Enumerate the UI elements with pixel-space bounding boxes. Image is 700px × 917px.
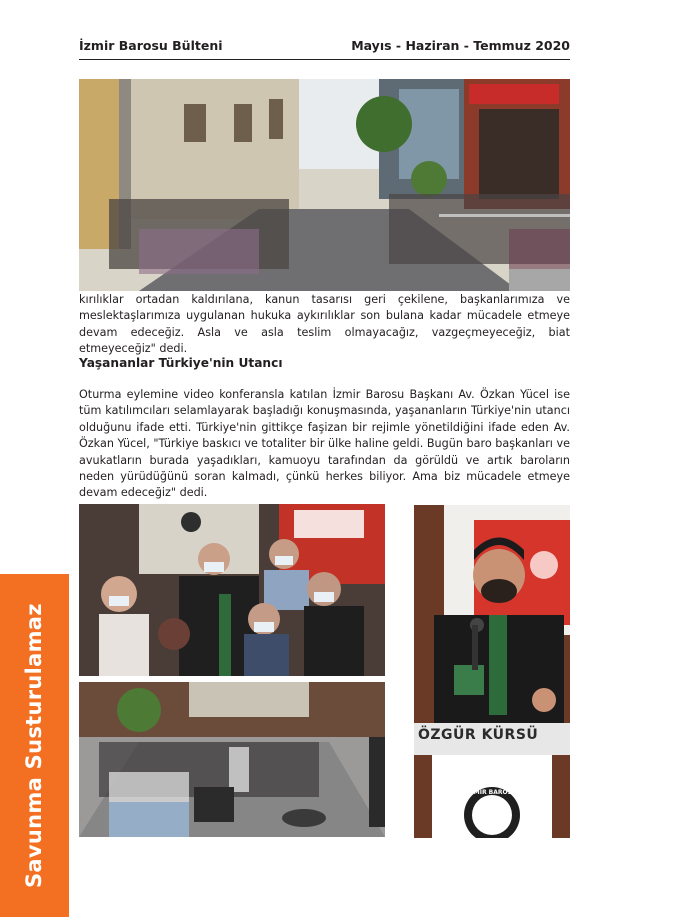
- issue-date: Mayıs - Haziran - Temmuz 2020: [351, 38, 570, 53]
- photo-street-sit-in: [79, 79, 570, 291]
- main-paragraph-text: Oturma eylemine video konferansla katılan İzmir Barosu Başkanı Av. Özkan Yücel ise tüm katılımcıları selamlayarak başladığı konuşmasında, yaşananların Türkiye'nin utancı olduğunu ifade etti. Türkiye'nin gittikçe faşizan bir rejimle yönetildiğini ifade eden Av. Özkan Yücel, "Türkiye baskıcı ve totaliter bir ülke haline geldi. Bugün baro başkanları ve avukatların burada yaşadıkları, kamuoyu tarafından da görüldü ve artık baroların neden yürüdüğünü soran kalmadı, çünkü herkes biliyor. Ama biz mücadele etmeye devam edeceğiz" dedi.: [79, 388, 570, 500]
- main-paragraph: [79, 387, 570, 502]
- podium-sign: ÖZGÜR KÜRSÜ: [418, 727, 539, 743]
- side-label: Savunma Susturulamaz: [22, 603, 46, 888]
- continued-paragraph: [79, 292, 570, 358]
- podium-seal-text: İZMİR BAROSU: [467, 789, 517, 796]
- page-header: [79, 36, 570, 60]
- section-heading: Yaşananlar Türkiye'nin Utancı: [79, 356, 283, 370]
- photo-seated-crowd: [79, 682, 385, 837]
- photo-speaker-podium: [414, 505, 570, 838]
- continued-paragraph-text: kırılıklar ortadan kaldırılana, kanun tasarısı geri çekilene, başkanlarımıza ve meslektaşlarımıza uygulanan hukuka aykırılıklar son bulana kadar mücadele etmeye devam edeceğiz. Asla ve asla teslim olmayacağız, vazgeçmeyeceğiz, biat etmeyeceğiz" dedi.: [79, 293, 570, 356]
- publication-title: İzmir Barosu Bülteni: [79, 38, 223, 53]
- photo-masked-lawyers: [79, 504, 385, 676]
